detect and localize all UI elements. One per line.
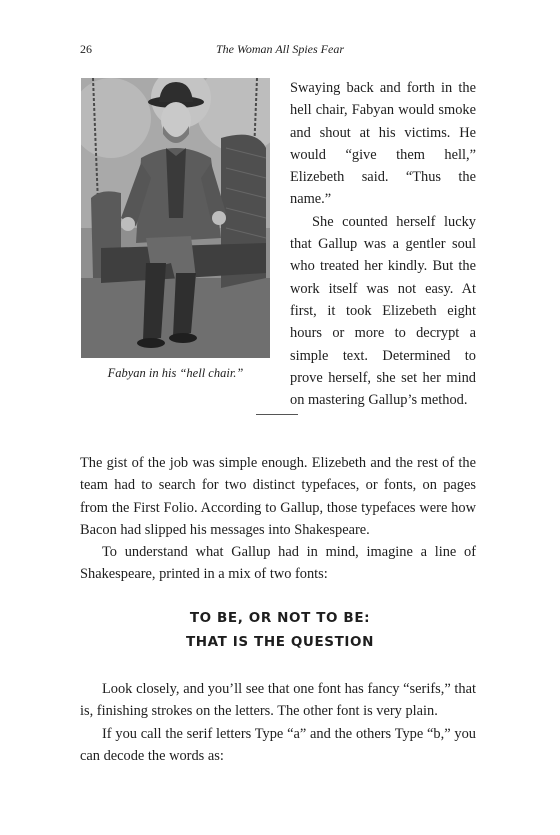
paragraph: Look closely, and you’ll see that one font has fancy “serifs,” that is, finishing strokes on the letters. The other font is very plain. [80,681,476,720]
figure-caption: Fabyan in his “hell chair.” [107,366,244,380]
running-title: The Woman All Spies Fear [216,42,344,56]
display-quote-line: THAT IS THE QUESTION [185,634,375,650]
closing-text [80,678,476,767]
display-quote [0,606,560,654]
paragraph: She counted herself lucky that Gallup was a gentler soul who treated her kindly. But the work itself was not easy. At first, it took Elizebeth eight hours or more to decrypt a simple text. Determined to prove herself, she set her mind on mastering Gallup’s method. [290,213,476,409]
page-number: 26 [80,42,92,56]
sidebar-column [290,77,476,411]
paragraph: Swaying back and forth in the hell chair, Fabyan would smoke and shout at his victims. He would “give them hell,” Elizebeth said. “Thus the name.” [290,80,476,208]
display-quote-line: TO BE, OR NOT TO BE: [189,610,371,626]
section-divider [256,414,298,415]
paragraph: If you call the serif letters Type “a” and the others Type “b,” you can decode the words as: [80,725,476,764]
photo-fabyan-hell-chair [81,78,270,358]
main-text [80,452,476,586]
paragraph: To understand what Gallup had in mind, imagine a line of Shakespeare, printed in a mix of two fonts: [80,544,476,583]
paragraph: The gist of the job was simple enough. Elizebeth and the rest of the team had to search for two distinct typefaces, or fonts, on pages from the First Folio. According to Gallup, those typefaces were how Bacon had slipped his messages into Shakespeare. [80,455,476,538]
